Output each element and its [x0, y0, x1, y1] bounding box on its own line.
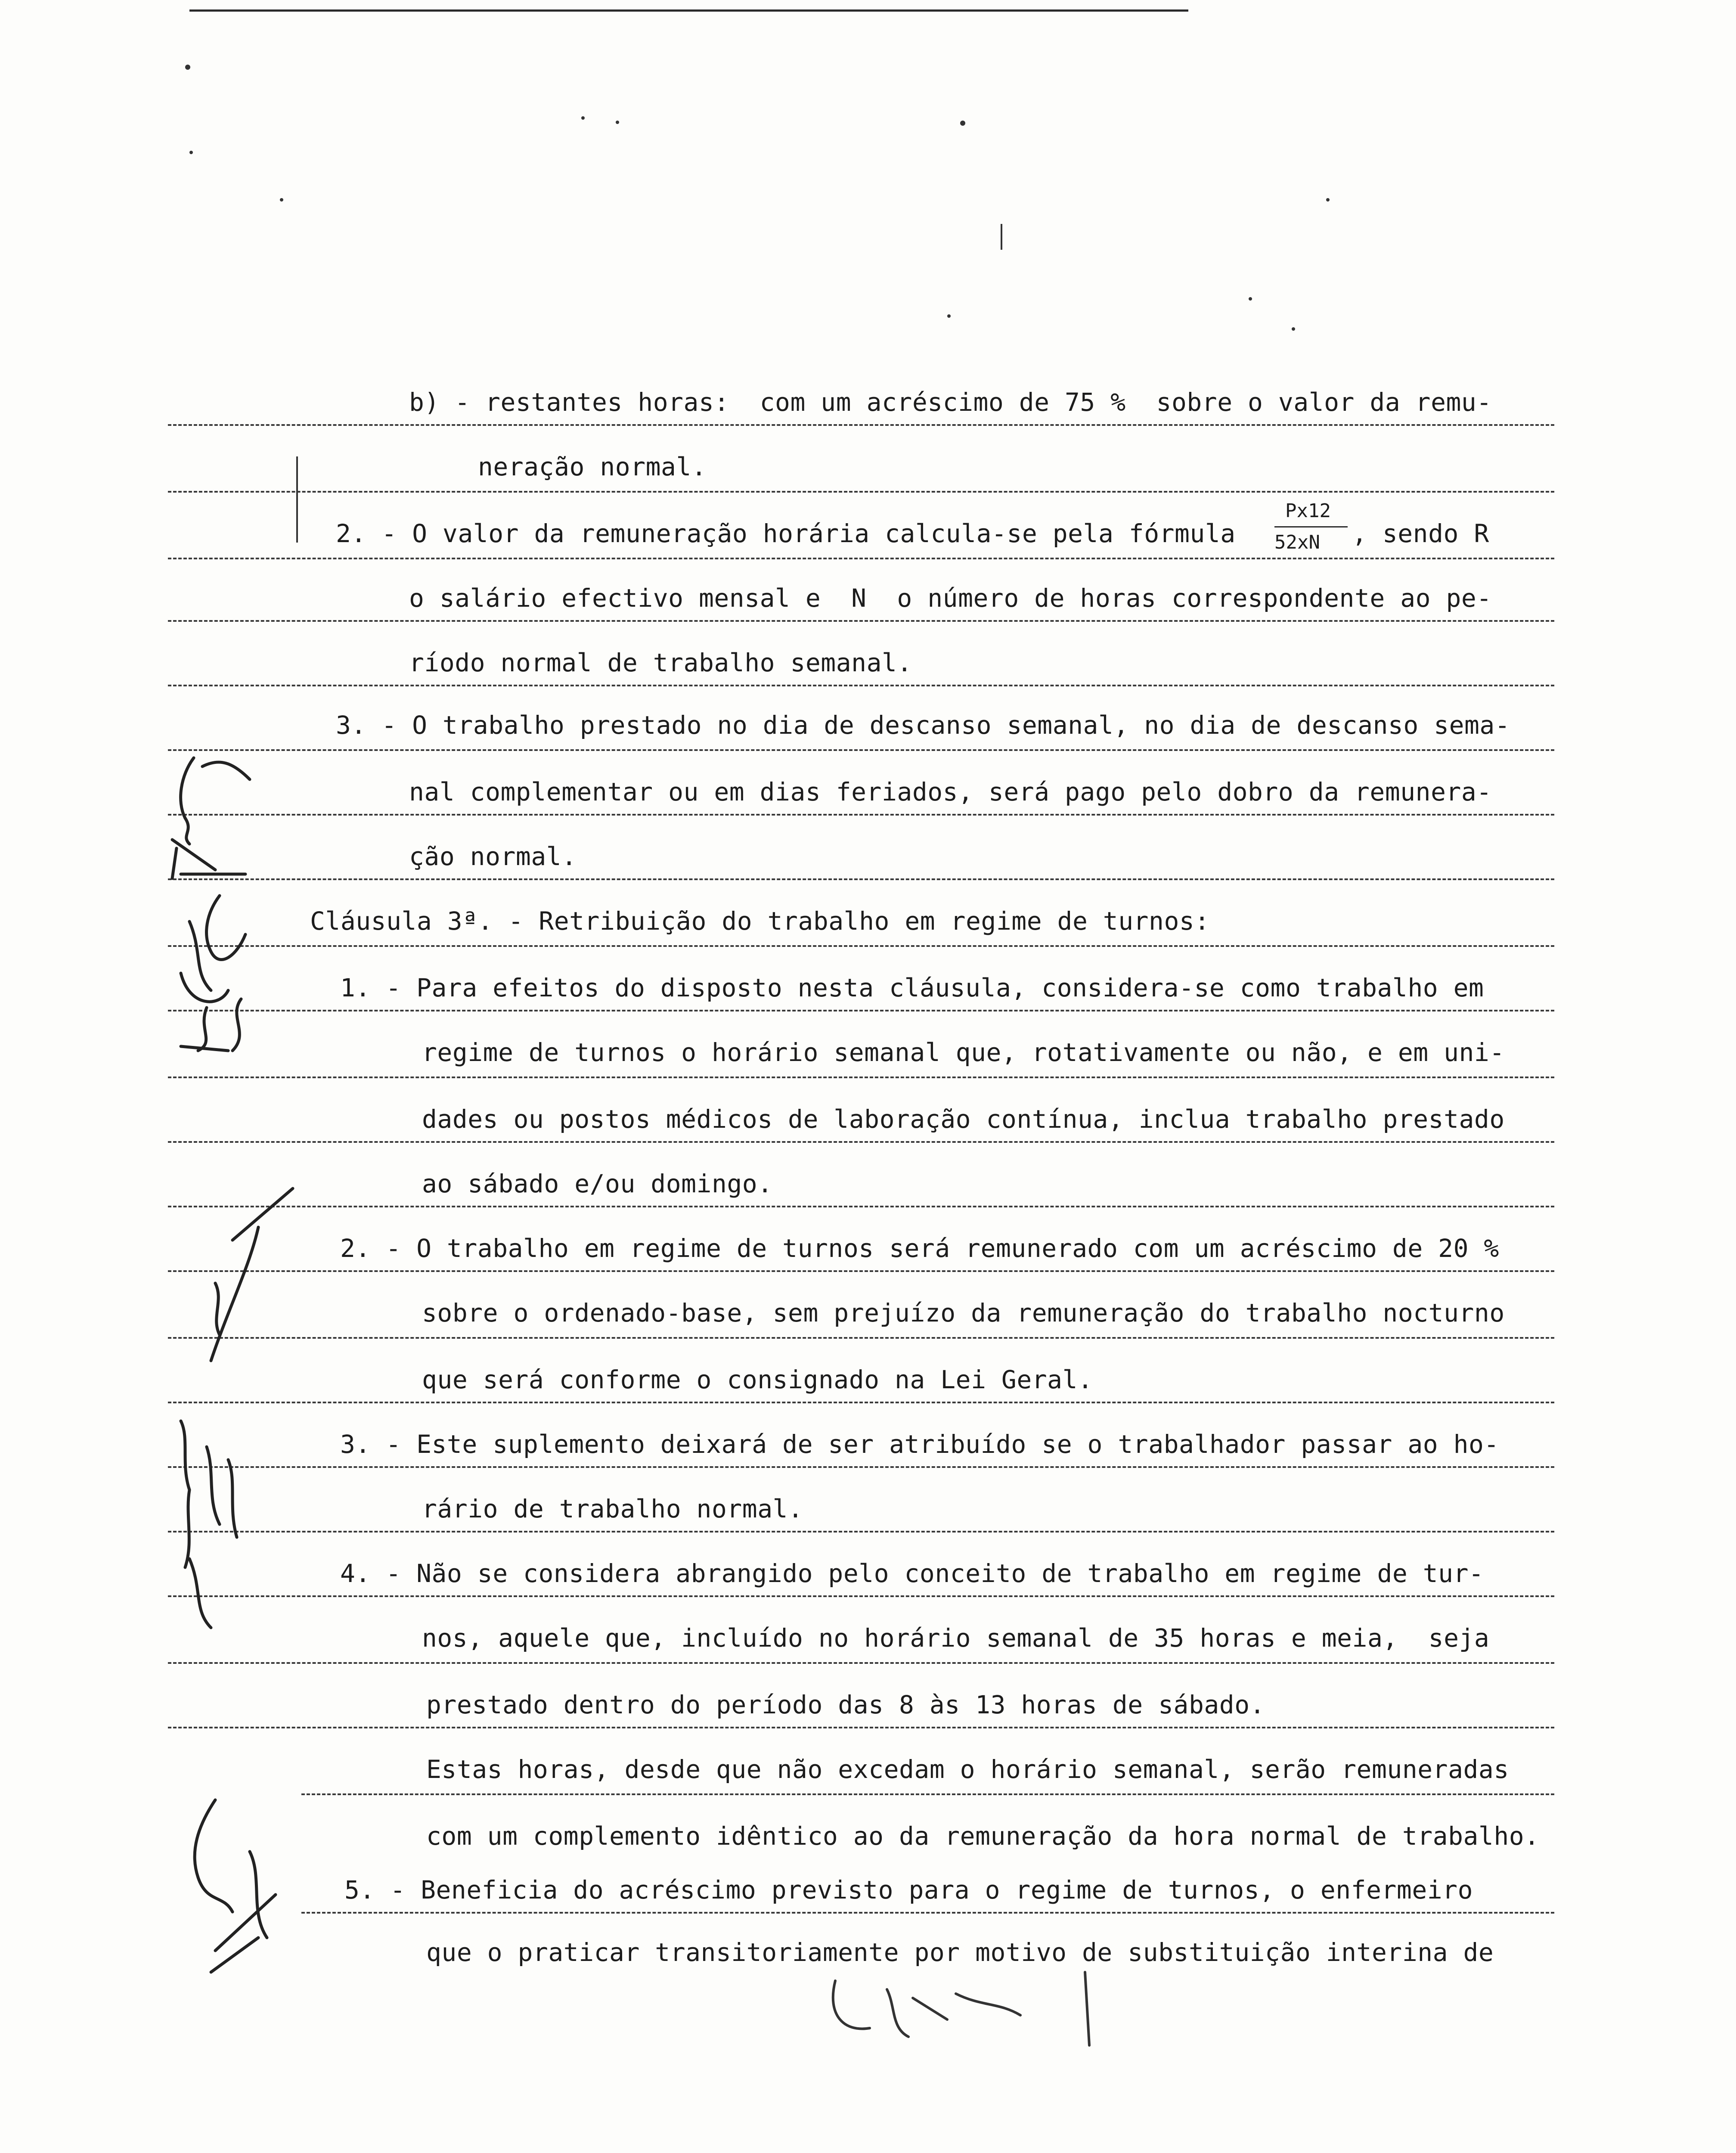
text-line-24: 5. - Beneficia do acréscimo previsto para o regime de turnos, o enfermeiro — [344, 1875, 1473, 1905]
formula-numerator: Px12 — [1285, 500, 1331, 522]
text-line-17: 3. - Este suplemento deixará de ser atribuído se o trabalhador passar ao ho- — [340, 1430, 1499, 1459]
text-line-22: Estas horas, desde que não excedam o horário semanal, serão remuneradas — [426, 1755, 1509, 1784]
text-line-7: nal complementar ou em dias feriados, será pago pelo dobro da remunera- — [409, 777, 1492, 807]
text-line-15: sobre o ordenado-base, sem prejuízo da remuneração do trabalho nocturno — [422, 1298, 1505, 1328]
text-line-5: ríodo normal de trabalho semanal. — [409, 648, 912, 677]
text-line-10: 1. - Para efeitos do disposto nesta cláusula, considera-se como trabalho em — [340, 973, 1484, 1002]
margin-tick — [296, 456, 298, 543]
text-line-3: 2. - O valor da remuneração horária calcula-se pela fórmula — [336, 519, 1236, 548]
bottom-signature — [818, 1964, 1145, 2058]
text-line-2: neração normal. — [478, 452, 707, 481]
text-line-4: o salário efectivo mensal e N o número de horas correspondente ao pe- — [409, 583, 1492, 613]
clause-heading: Cláusula 3ª. - Retribuição do trabalho em regime de turnos: — [310, 906, 1210, 936]
text-line-8: ção normal. — [409, 842, 577, 871]
text-line-19: 4. - Não se considera abrangido pelo conceito de trabalho em regime de tur- — [340, 1559, 1484, 1588]
text-line-14: 2. - O trabalho em regime de turnos será remunerado com um acréscimo de 20 % — [340, 1234, 1499, 1263]
text-line-11: regime de turnos o horário semanal que, rotativamente ou não, e em uni- — [422, 1038, 1505, 1067]
scan-mark — [1001, 224, 1002, 250]
page-top-edge — [189, 9, 1188, 12]
text-line-21: prestado dentro do período das 8 às 13 horas de sábado. — [426, 1690, 1265, 1719]
margin-initials — [164, 749, 301, 2041]
formula-bar — [1274, 526, 1348, 527]
text-line-20: nos, aquele que, incluído no horário semanal de 35 horas e meia, seja — [422, 1623, 1490, 1653]
text-line-6: 3. - O trabalho prestado no dia de descanso semanal, no dia de descanso sema- — [336, 710, 1510, 740]
text-line-12: dades ou postos médicos de laboração contínua, inclua trabalho prestado — [422, 1104, 1505, 1134]
text-line-3b: , sendo R — [1352, 519, 1489, 548]
text-line-23: com um complemento idêntico ao da remuneração da hora normal de trabalho. — [426, 1821, 1540, 1851]
text-line-16: que será conforme o consignado na Lei Geral. — [422, 1365, 1093, 1394]
text-line-13: ao sábado e/ou domingo. — [422, 1169, 773, 1198]
formula-denominator: 52xN — [1274, 531, 1320, 553]
text-line-1: b) - restantes horas: com um acréscimo de 75 % sobre o valor da remu- — [409, 388, 1492, 417]
text-line-25: que o praticar transitoriamente por motivo de substituição interina de — [426, 1938, 1494, 1967]
text-line-18: rário de trabalho normal. — [422, 1494, 803, 1523]
